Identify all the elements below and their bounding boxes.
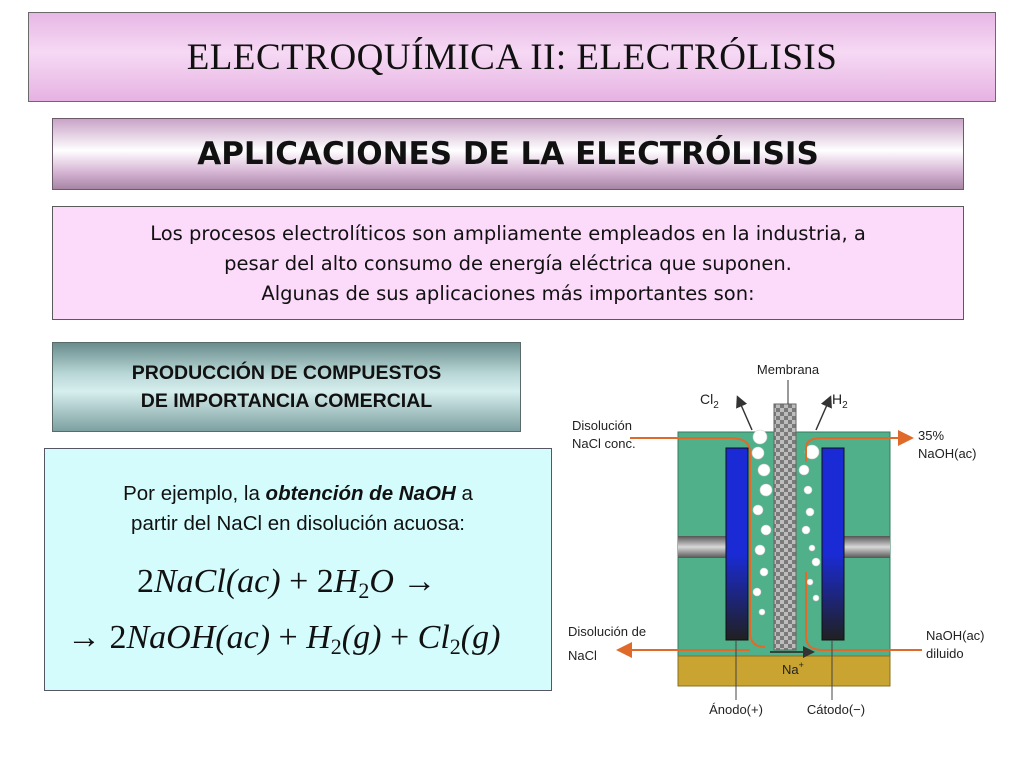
- example-suffix: a: [455, 482, 473, 505]
- naoh-in-label-2: diluido: [926, 646, 964, 661]
- example-emphasis: obtención de NaOH: [265, 482, 456, 505]
- intro-line-1: Los procesos electrolíticos son ampliamente empleados en la industria, a: [150, 222, 866, 245]
- anode-label: Ánodo(+): [709, 702, 763, 717]
- cl2-label: $Cl_2$: [700, 391, 719, 411]
- slide-subtitle: APLICACIONES DE LA ELECTRÓLISIS: [197, 136, 819, 172]
- anode-electrode: [726, 448, 748, 640]
- intro-line-2: pesar del alto consumo de energía eléctrica que suponen.: [224, 252, 792, 275]
- electrolysis-cell-diagram: [560, 352, 1020, 722]
- equation-line-2: → 2NaOH(ac) + $H_2(g) + Cl_2(g)$: [67, 619, 501, 659]
- feed-conc-label-2: NaCl conc.: [572, 436, 636, 451]
- intro-line-3: Algunas de sus aplicaciones más importantes son:: [261, 282, 755, 305]
- membrane-label: Membrana: [756, 362, 820, 377]
- slide-title: ELECTROQUÍMICA II: ELECTRÓLISIS: [186, 36, 838, 78]
- section-heading-line-2: DE IMPORTANCIA COMERCIAL: [140, 390, 433, 412]
- cathode-rod: [842, 536, 890, 558]
- cathode-label: Cátodo(−): [806, 702, 866, 717]
- feed-conc-label-1: Disolución: [572, 418, 632, 433]
- equation-line-1: 2NaCl(ac) + $2H_2O$ →: [137, 563, 437, 603]
- membrane: [774, 404, 796, 650]
- nacl-out-label-1: Disolución de: [568, 624, 647, 639]
- section-heading-box: [52, 342, 521, 432]
- cathode-electrode: [822, 448, 844, 640]
- example-box: [44, 448, 552, 691]
- naoh-out-label-2: NaOH(ac): [918, 446, 977, 461]
- example-line-2: partir del NaCl en disolución acuosa:: [131, 512, 465, 535]
- h2-label: $H_2$: [832, 391, 848, 411]
- intro-text-box: [52, 206, 964, 320]
- naoh-in-label-1: NaOH(ac): [926, 628, 985, 643]
- naoh-out-label-1: 35%: [918, 428, 945, 443]
- subtitle-banner: [52, 118, 964, 190]
- nacl-out-label-2: NaCl: [568, 648, 597, 663]
- section-heading-line-1: PRODUCCIÓN DE COMPUESTOS: [131, 362, 442, 384]
- slide-title-banner: [28, 12, 996, 102]
- cl2-outlet-arrow: [738, 398, 752, 430]
- h2-outlet-arrow: [816, 398, 830, 430]
- example-prefix: Por ejemplo, la: [123, 482, 266, 505]
- na-ion-label: Na+: [782, 660, 804, 677]
- example-text: [45, 479, 551, 539]
